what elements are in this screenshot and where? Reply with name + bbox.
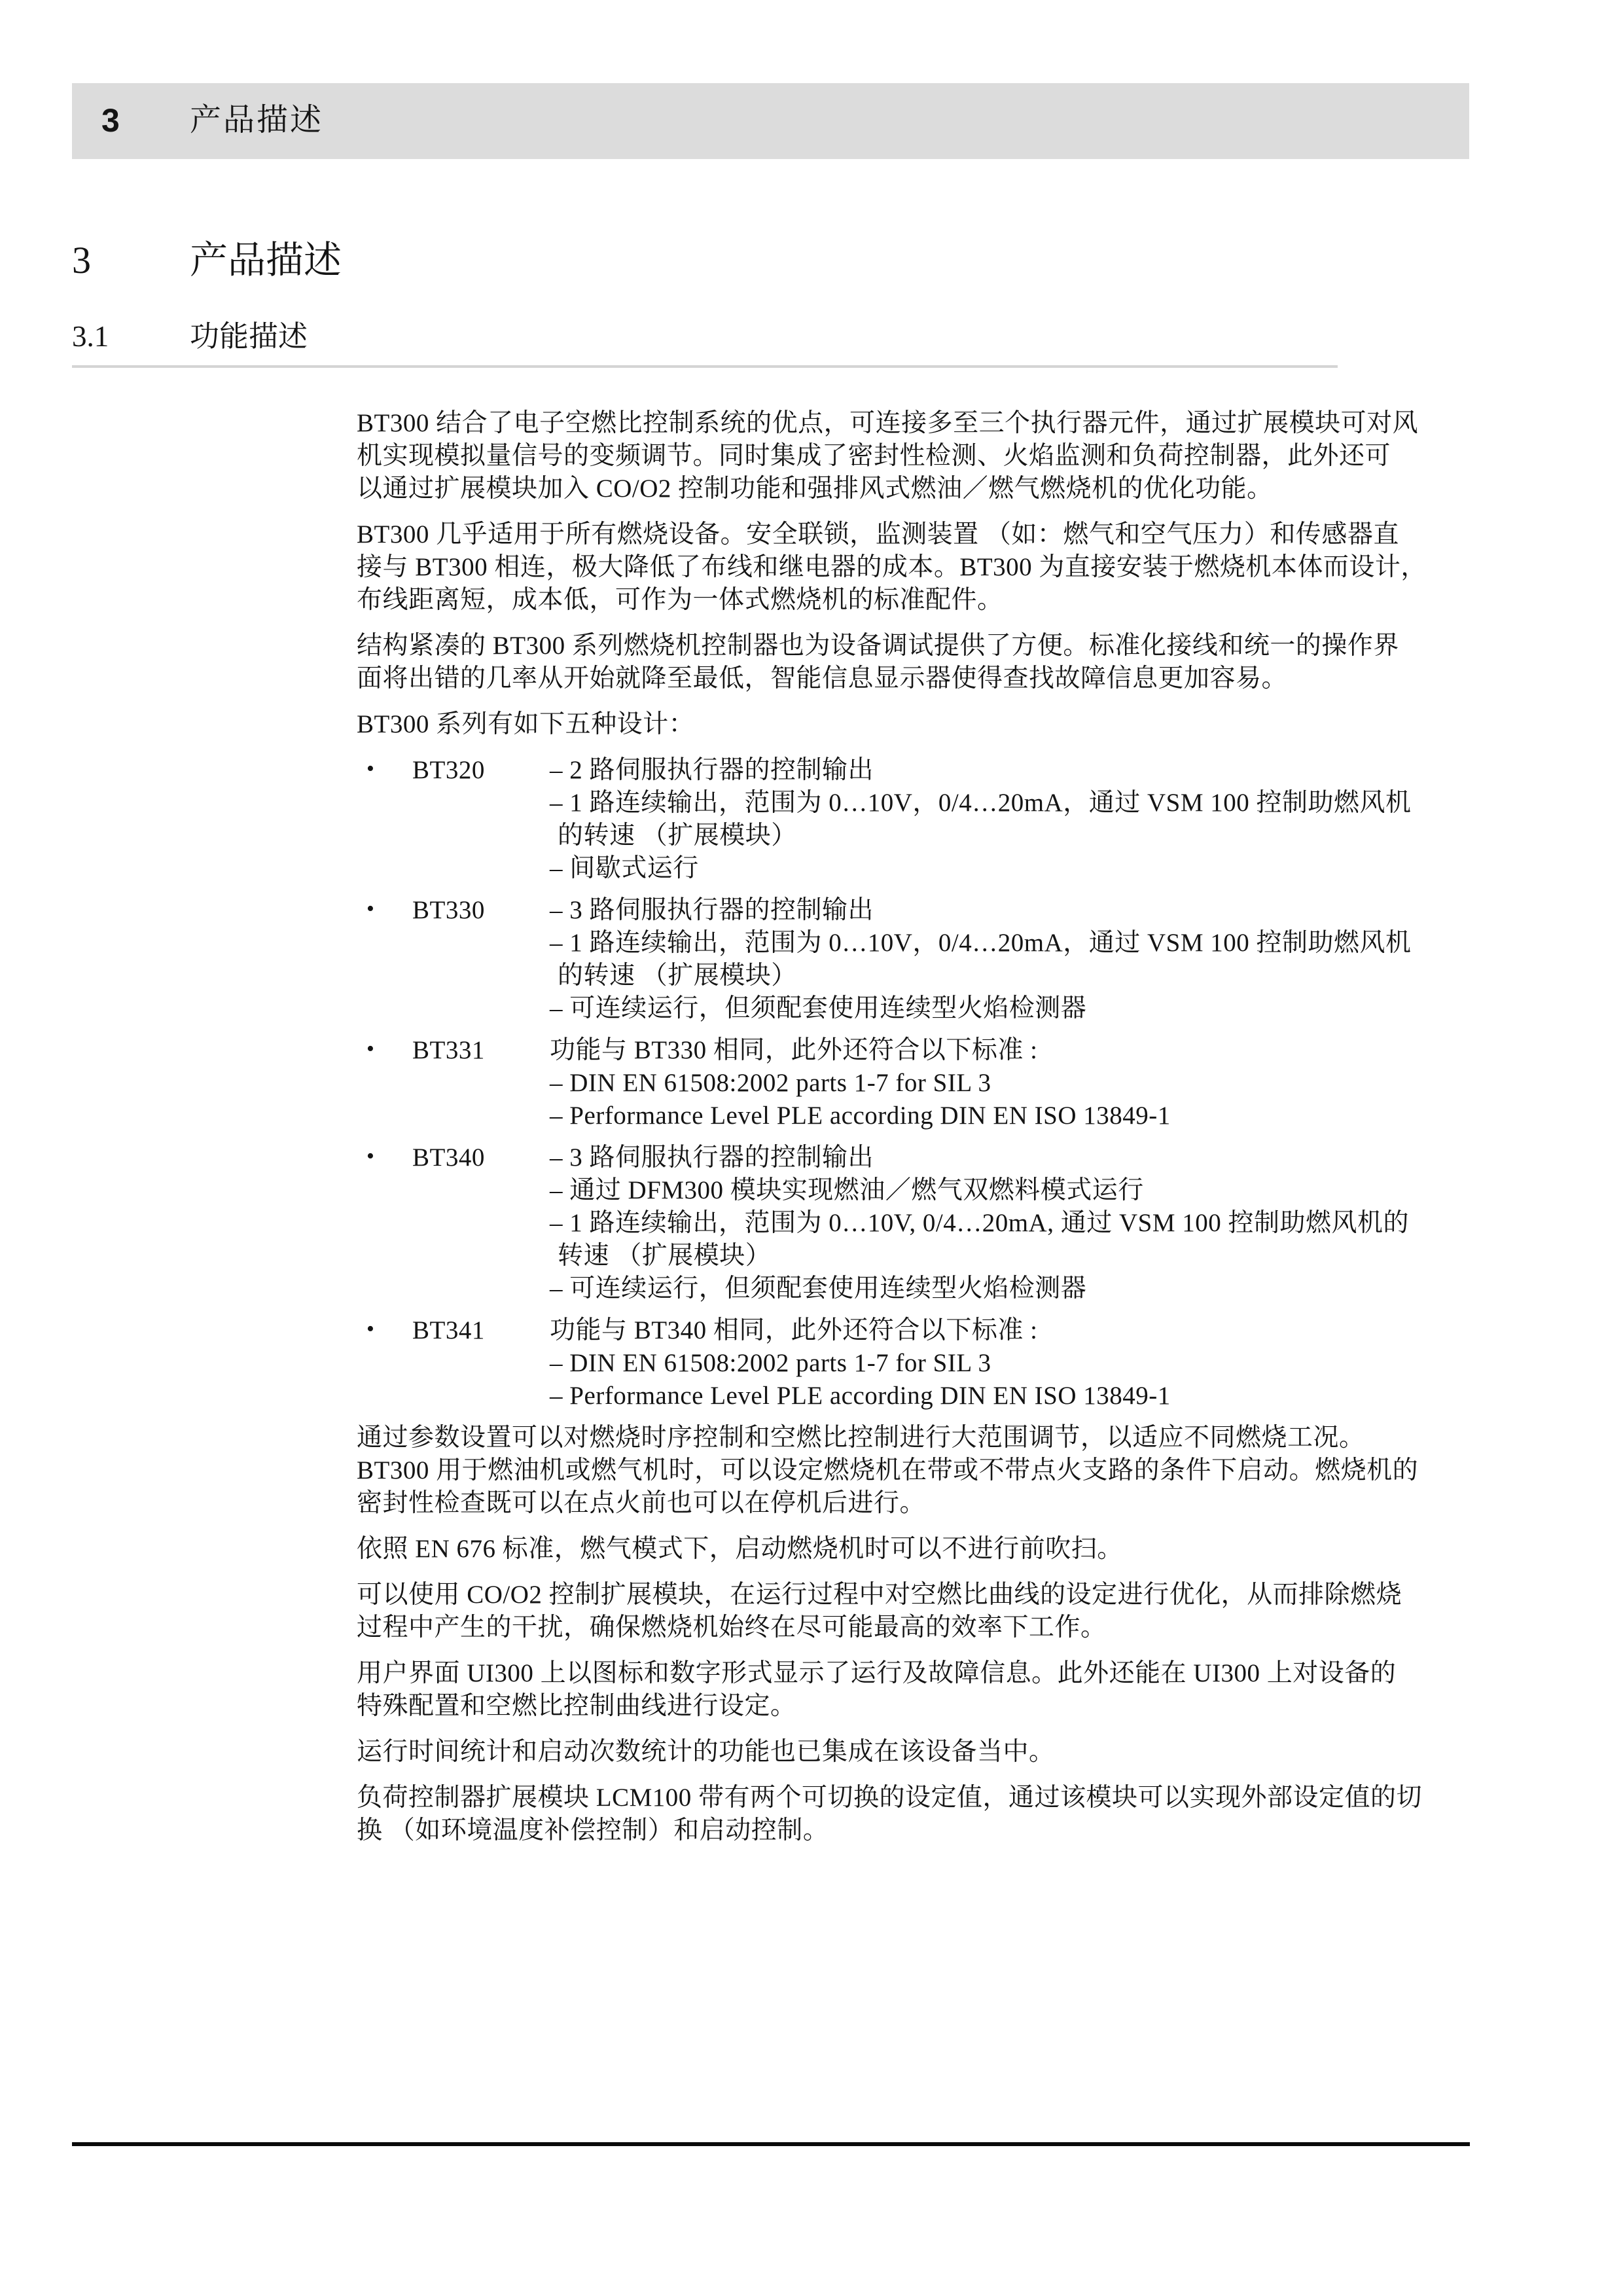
text-line: 特殊配置和空燃比控制曲线进行设定。 [357,1692,796,1720]
text-line: – 可连续运行，但须配套使用连续型火焰检测器 [550,994,1087,1022]
model-description [550,1034,1508,1132]
chapter-band-title: 产品描述 [190,103,324,138]
text-line: 依照 EN 676 标准，燃气模式下，启动燃烧机时可以不进行前吹扫。 [357,1535,1123,1563]
paragraph [357,1422,1508,1520]
text-line: 机实现模拟量信号的变频调节。同时集成了密封性检测、火焰监测和负荷控制器，此外还可 [357,442,1391,470]
text-line: – 1 路连续输出，范围为 0…10V，0/4…20mA，通过 VSM 100 控制助燃风机 [550,789,1412,817]
chapter-number: 3 [72,239,91,281]
bullet-dot-icon: • [366,1317,375,1341]
chapter-band [72,83,1469,159]
model-description [550,894,1508,1025]
bullet-item-bt330 [357,894,1508,1025]
text-line: 结构紧凑的 BT300 系列燃烧机控制器也为设备调试提供了方便。标准化接线和统一的操作界 [357,632,1399,660]
model-label: BT320 [412,756,485,784]
text-line: BT300 结合了电子空燃比控制系统的优点，可连接多至三个执行器元件，通过扩展模块可对风 [357,409,1419,437]
model-label: BT331 [412,1036,485,1064]
paragraph [357,1533,1508,1566]
text-line: 运行时间统计和启动次数统计的功能也已集成在该设备当中。 [357,1738,1055,1766]
section-heading [72,321,308,353]
model-label: BT341 [412,1316,485,1344]
section-title: 功能描述 [190,320,308,353]
paragraph [357,708,1508,741]
paragraph [357,1782,1508,1847]
footer-rule [72,2142,1470,2146]
bullet-dot-icon: • [366,1144,375,1168]
text-line: BT300 系列有如下五种设计： [357,710,695,738]
chapter-title: 产品描述 [190,239,342,281]
text-line: – DIN EN 61508:2002 parts 1-7 for SIL 3 [550,1349,991,1377]
bullet-dot-icon: • [366,1037,375,1061]
bullet-item-bt341 [357,1314,1508,1412]
chapter-heading [72,240,342,281]
text-line: – 间歇式运行 [550,854,699,882]
section-number: 3.1 [72,320,109,353]
text-line: – Performance Level PLE according DIN EN ISO 13849-1 [550,1382,1171,1410]
text-line: 换 （如环境温度补偿控制）和启动控制。 [357,1816,829,1844]
model-description [550,1314,1508,1412]
text-line: – 3 路伺服执行器的控制输出 [550,1143,874,1172]
text-line: 布线距离短，成本低，可作为一体式燃烧机的标准配件。 [357,586,1003,614]
chapter-band-number: 3 [101,102,120,139]
text-line: 的转速 （扩展模块） [558,961,797,990]
text-line: 用户界面 UI300 上以图标和数字形式显示了运行及故障信息。此外还能在 UI300 上对设备的 [357,1659,1397,1687]
text-line: BT300 用于燃油机或燃气机时，可以设定燃烧机在带或不带点火支路的条件下启动。燃烧机的 [357,1456,1419,1484]
text-line: – 通过 DFM300 模块实现燃油／燃气双燃料模式运行 [550,1176,1144,1204]
model-label: BT340 [412,1143,485,1172]
bullet-item-bt340 [357,1141,1508,1305]
text-line: 负荷控制器扩展模块 LCM100 带有两个可切换的设定值，通过该模块可以实现外部设定值的切 [357,1784,1423,1812]
paragraph [357,1736,1508,1768]
text-line: 功能与 BT340 相同，此外还符合以下标准 : [550,1316,1038,1344]
text-line: 以通过扩展模块加入 CO/O2 控制功能和强排风式燃油／燃气燃烧机的优化功能。 [357,475,1273,503]
model-description [550,754,1508,885]
paragraph [357,518,1508,617]
text-line: – Performance Level PLE according DIN EN ISO 13849-1 [550,1102,1171,1130]
text-line: 通过参数设置可以对燃烧时序控制和空燃比控制进行大范围调节，以适应不同燃烧工况。 [357,1424,1365,1452]
text-line: 转速 （扩展模块） [558,1242,772,1270]
text-line: – 1 路连续输出，范围为 0…10V, 0/4…20mA, 通过 VSM 100 控制助燃风机的 [550,1209,1410,1237]
text-line: 功能与 BT330 相同，此外还符合以下标准 : [550,1036,1038,1064]
text-line: 的转速 （扩展模块） [558,821,797,850]
text-line: – DIN EN 61508:2002 parts 1-7 for SIL 3 [550,1069,991,1097]
bullet-dot-icon: • [366,757,375,781]
model-description [550,1141,1508,1305]
paragraph [357,1579,1508,1644]
text-line: 接与 BT300 相连，极大降低了布线和继电器的成本。BT300 为直接安装于燃烧机本体而设计， [357,553,1427,581]
content-column [357,407,1508,1860]
text-line: 面将出错的几率从开始就降至最低，智能信息显示器使得查找故障信息更加容易。 [357,664,1288,692]
paragraph [357,407,1508,505]
model-label: BT330 [412,896,485,924]
section-rule [72,365,1338,368]
paragraph [357,1657,1508,1723]
bullet-item-bt320 [357,754,1508,885]
text-line: 过程中产生的干扰，确保燃烧机始终在尽可能最高的效率下工作。 [357,1613,1107,1641]
bullet-dot-icon: • [366,897,375,921]
text-line: – 1 路连续输出，范围为 0…10V，0/4…20mA，通过 VSM 100 控制助燃风机 [550,929,1412,957]
text-line: – 3 路伺服执行器的控制输出 [550,896,874,924]
text-line: 密封性检查既可以在点火前也可以在停机后进行。 [357,1489,926,1517]
text-line: BT300 几乎适用于所有燃烧设备。安全联锁，监测装置 （如：燃气和空气压力）和传感器直 [357,520,1399,548]
text-line: – 可连续运行，但须配套使用连续型火焰检测器 [550,1274,1087,1302]
text-line: – 2 路伺服执行器的控制输出 [550,756,874,784]
paragraph [357,630,1508,695]
bullet-item-bt331 [357,1034,1508,1132]
text-line: 可以使用 CO/O2 控制扩展模块，在运行过程中对空燃比曲线的设定进行优化，从而排除燃烧 [357,1581,1402,1609]
